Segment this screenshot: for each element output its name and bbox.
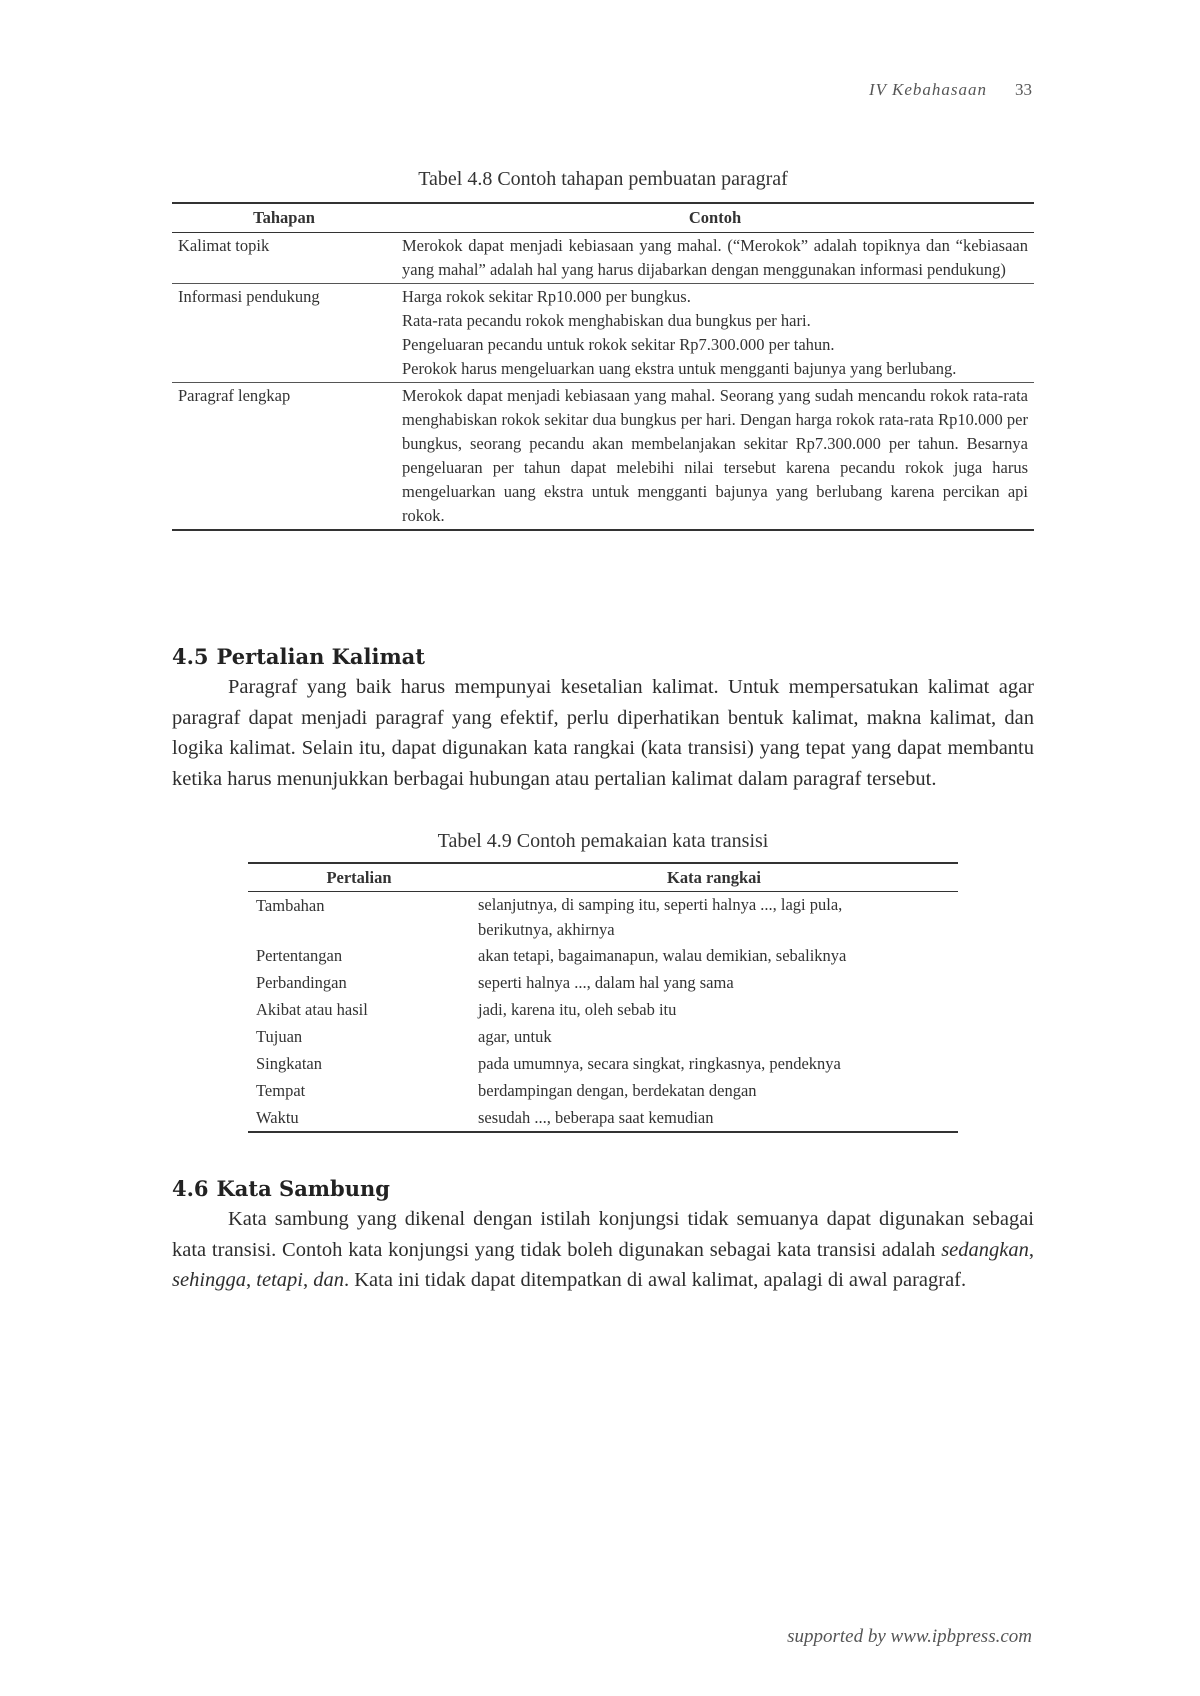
footer-publisher: supported by www.ipbpress.com [787,1626,1032,1647]
section-heading-4-6 [172,1176,390,1201]
section-title: Pertalian Kalimat [216,644,425,669]
table-row [248,1050,958,1077]
table-row [248,1023,958,1050]
section-heading-4-5 [172,644,425,669]
example-cell [396,233,1034,284]
words-cell: sesudah ..., beberapa saat kemudian [470,1104,958,1132]
relation-cell: Tempat [256,1081,306,1100]
stage-cell: Kalimat topik [172,233,396,284]
example-text: Merokok dapat menjadi kebiasaan yang mahal. Seorang yang sudah mencandu rokok rata-rata menghabiskan rokok sekitar dua bungkus per hari. Dengan harga rokok rata-rata Rp10.000 per bungkus, seorang pecandu akan membelanjakan sekitar Rp7.300.000 per tahun. Besarnya pengeluaran per tahun dapat melebihi nilai tersebut karena pecandu rokok juga harus mengeluarkan uang ekstra untuk mengganti bajunya yang berlubang karena percikan api rokok. [402,386,1028,525]
example-cell [396,284,1034,383]
relation-cell: Pertentangan [256,946,343,965]
table-row [248,1077,958,1104]
words-cell: jadi, karena itu, oleh sebab itu [478,1000,677,1019]
words-cell: agar, untuk [478,1027,552,1046]
table-row [248,892,958,943]
paragraph-text: Kata sambung yang dikenal dengan istilah konjungsi tidak semuanya dapat digunakan sebagai kata transisi. Contoh kata konjungsi yang tidak boleh digunakan sebagai kata transisi adalah [172,1208,1034,1261]
table-4-9-caption: Tabel 4.9 Contoh pemakaian kata transisi [437,830,769,852]
stage-cell: Paragraf lengkap [172,383,396,531]
table-row [172,383,1034,531]
italic-term: dan [313,1269,344,1291]
section-number: 4.5 [172,644,209,669]
example-line: Harga rokok sekitar Rp10.000 per bungkus. [402,287,691,306]
column-header-contoh: Contoh [396,203,1034,233]
section-number: 4.6 [172,1176,209,1201]
words-line: selanjutnya, di samping itu, seperti halnya ..., lagi pula, [478,895,843,914]
table-4-8-caption: Tabel 4.8 Contoh tahapan pembuatan paragraf [418,168,788,190]
words-cell [470,892,958,943]
words-cell: berdampingan dengan, berdekatan dengan [478,1081,757,1100]
chapter-title: IV Kebahasaan [869,80,987,99]
words-line: berikutnya, akhirnya [478,920,615,939]
table-header-row [248,863,958,892]
example-line: Rata-rata pecandu rokok menghabiskan dua bungkus per hari. [402,311,811,330]
table-row [248,996,958,1023]
example-text: Merokok dapat menjadi kebiasaan yang mahal. (“Merokok” adalah topiknya dan “kebiasaan yang mahal” adalah hal yang harus dijabarkan dengan menggunakan informasi pendukung) [402,236,1028,279]
section-4-6-paragraph: Kata sambung yang dikenal dengan istilah konjungsi tidak semuanya dapat digunakan sebagai kata transisi. Contoh kata konjungsi yang tidak boleh digunakan sebagai kata transisi adalah sedangkan, sehingga, tetapi, dan. Kata ini tidak dapat ditempatkan di awal kalimat, apalagi di awal paragraf. [172,1208,1034,1291]
italic-term: sehingga [172,1269,247,1291]
relation-cell: Singkatan [256,1054,322,1073]
relation-cell: Tujuan [256,1027,303,1046]
page-number: 33 [1015,80,1032,99]
table-4-8 [172,202,1034,531]
section-title: Kata Sambung [216,1176,390,1201]
example-line: Perokok harus mengeluarkan uang ekstra untuk mengganti bajunya yang berlubang. [402,359,957,378]
table-row [172,233,1034,284]
running-header [869,80,1032,100]
column-header-tahapan: Tahapan [172,203,396,233]
table-row [248,1104,958,1132]
example-cell [396,383,1034,531]
relation-cell: Akibat atau hasil [256,1000,368,1019]
words-cell: akan tetapi, bagaimanapun, walau demikian, sebaliknya [478,946,847,965]
column-header-pertalian: Pertalian [248,863,470,892]
paragraph-text: Paragraf yang baik harus mempunyai kesetalian kalimat. Untuk mempersatukan kalimat agar paragraf dapat menjadi paragraf yang efektif, perlu diperhatikan bentuk kalimat, makna kalimat, dan logika kalimat. Selain itu, dapat digunakan kata rangkai (kata transisi) yang tepat yang dapat membantu ketika harus menunjukkan berbagai hubungan atau pertalian kalimat dalam paragraf tersebut. [172,676,1034,790]
example-line: Pengeluaran pecandu untuk rokok sekitar Rp7.300.000 per tahun. [402,335,835,354]
column-header-kata-rangkai: Kata rangkai [470,863,958,892]
section-4-5-paragraph [172,672,1034,794]
table-header-row [172,203,1034,233]
italic-term: sedangkan [941,1238,1029,1261]
table-row [172,284,1034,383]
relation-cell: Tambahan [256,896,325,915]
table-4-9 [248,862,958,1133]
words-cell: seperti halnya ..., dalam hal yang sama [478,973,734,992]
stage-cell: Informasi pendukung [172,284,396,383]
relation-cell: Perbandingan [256,973,347,992]
paragraph-text: . Kata ini tidak dapat ditempatkan di awal kalimat, apalagi di awal paragraf. [343,1269,967,1291]
words-cell: pada umumnya, secara singkat, ringkasnya, pendeknya [478,1054,841,1073]
italic-term: tetapi [256,1269,303,1291]
relation-cell: Waktu [248,1104,470,1132]
table-row [248,969,958,996]
table-row [248,942,958,969]
